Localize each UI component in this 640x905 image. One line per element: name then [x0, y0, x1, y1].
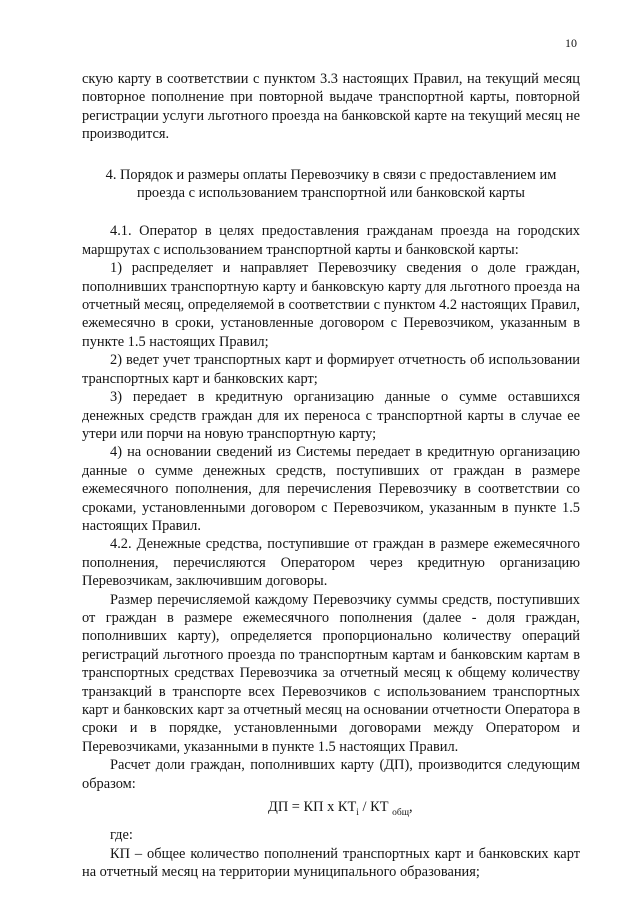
- where-label: где:: [110, 827, 133, 844]
- list-item-2: 2) ведет учет транспортных карт и формирует отчетность об использовании транспортных карт и банковских карт;: [82, 352, 580, 387]
- paragraph-calculation: Расчет доли граждан, пополнивших карту (ДП), производится следующим образом:: [82, 757, 580, 792]
- definition-kp: КП – общее количество пополнений транспортных карт и банковских карт на отчетный месяц на территории муниципального образования;: [82, 845, 580, 881]
- list-item-4: 4) на основании сведений из Системы передает в кредитную организацию данные о сумме денежных средств, поступивших от граждан в размере ежемесячного пополнения, для перечисления Перевозчику в соответствии со сроками, установленными договором с Перевозчиком, указанным в пункте 1.5 настоящих Правил.: [82, 444, 580, 534]
- list-item-1: 1) распределяет и направляет Перевозчику сведения о доле граждан, пополнивших транспортную карту и банковскую карту для льготного проезда на отчетный месяц, определяемой в соответствии с пунктом 4.2 настоящих Правил, ежемесячно в сроки, установленные договором с Перевозчиком, указанным в пункте 1.5 настоящих Правил;: [82, 260, 580, 350]
- paragraph-share-size: Размер перечисляемой каждому Перевозчику суммы средств, поступивших от граждан в размере ежемесячного пополнения (далее - доля граждан, пополнивших карту), определяется пропорционально количеству операций регистраций льготного проезда по транспортным картам и банковским картам в транспортных средствах Перевозчика за отчетный месяц к общему количеству транзакций в транспорте всех Перевозчиков с использованием транспортных карт и банковских карт за отчетный месяц на основании отчетности Оператора в сроки и в порядке, установленными договорами между Оператором и Перевозчиками, указанными в пункте 1.5 настоящих Правил.: [82, 591, 580, 755]
- paragraph-4-1: 4.1. Оператор в целях предоставления гражданам проезда на городских маршрутах с использованием транспортной карты и банковской карты:: [82, 223, 580, 258]
- paragraph-4-2: 4.2. Денежные средства, поступившие от граждан в размере ежемесячного пополнения, перечисляются Оператором через кредитную организацию Перевозчикам, заключившим договоры.: [82, 536, 580, 590]
- formula: [268, 798, 580, 822]
- formula-sub-total: общ: [392, 807, 410, 818]
- formula-divider: / КТ: [358, 799, 393, 816]
- formula-sub-i: i: [356, 807, 359, 818]
- paragraph-continuation: скую карту в соответствии с пунктом 3.3 настоящих Правил, на текущий месяц повторное пополнение при повторной выдаче транспортной карты, повторной регистрации услуги льготного проезда на банковской карте на текущий месяц не производится.: [82, 71, 580, 143]
- formula-tail: ,: [409, 799, 413, 816]
- formula-main: ДП = КП х КТ: [268, 799, 357, 816]
- page-number: 10: [565, 36, 577, 50]
- list-item-3: 3) передает в кредитную организацию данные о сумме оставшихся денежных средств граждан для их переноса с транспортной карты в случае ее утери или порчи на новую транспортную карту;: [82, 389, 580, 442]
- section-heading: 4. Порядок и размеры оплаты Перевозчику в связи с предоставлением им проезда с использованием транспортной или банковской карты: [105, 166, 557, 202]
- document-body: [82, 70, 580, 882]
